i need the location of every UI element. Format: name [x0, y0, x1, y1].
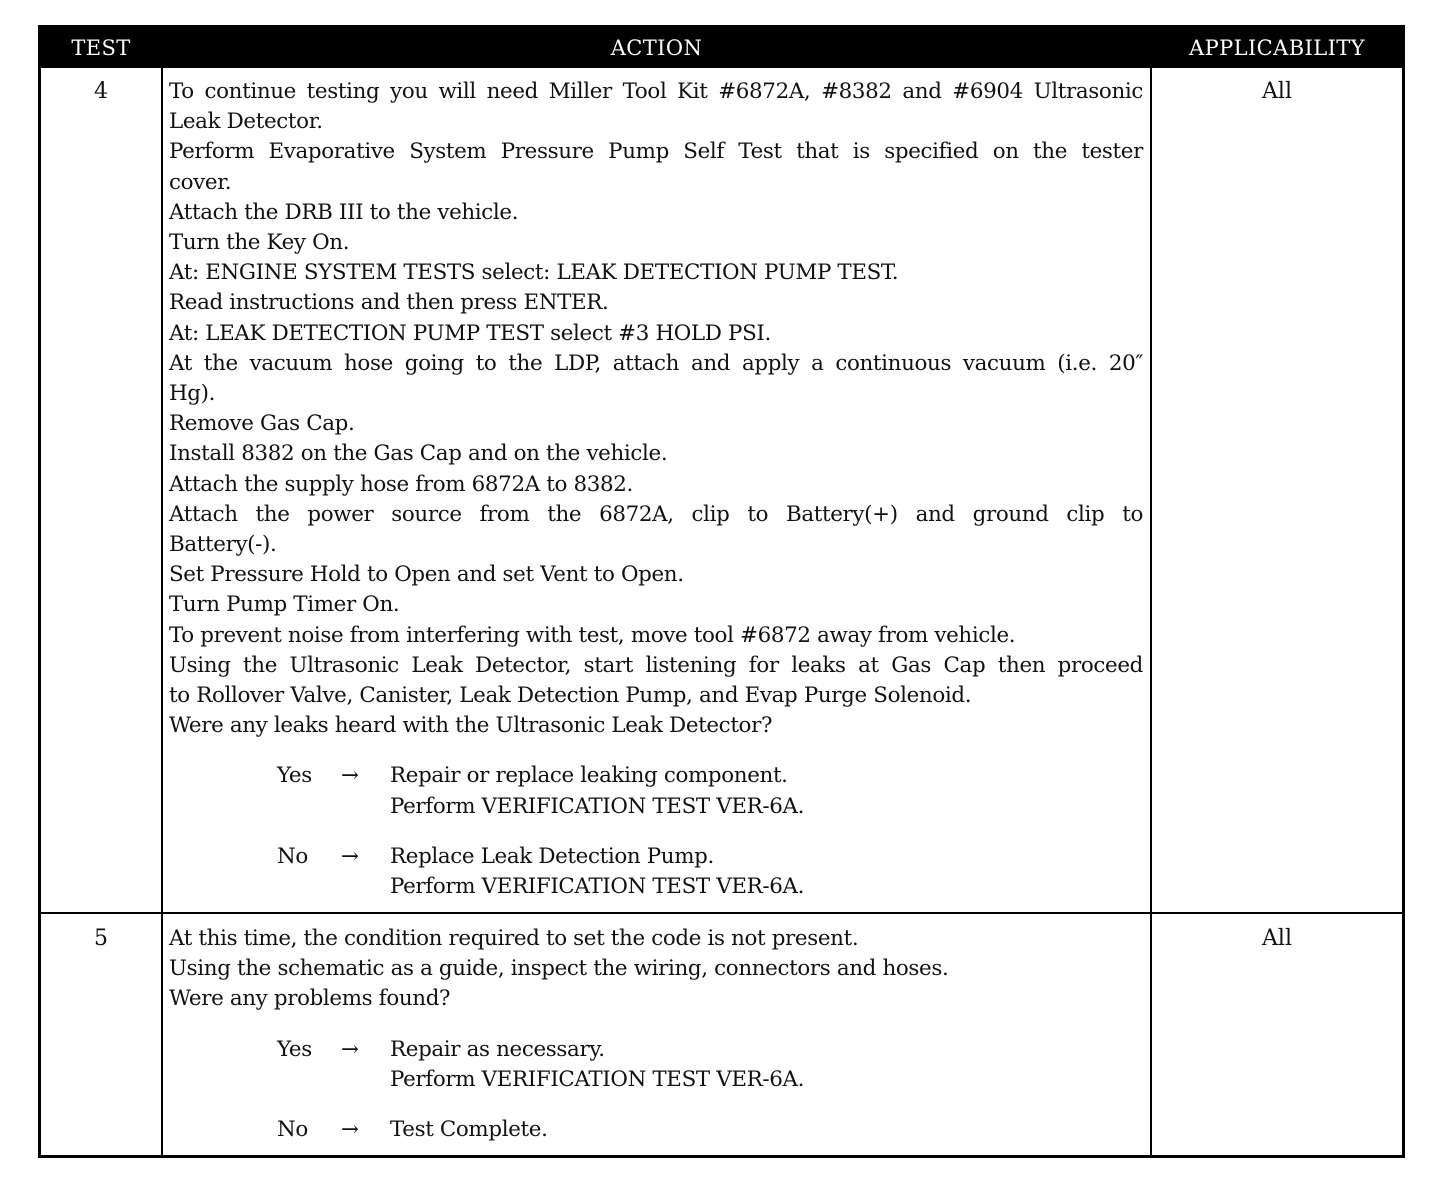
row-divider — [41, 912, 1402, 914]
arrow-right-icon: → — [341, 763, 359, 789]
choice-result — [390, 761, 1143, 821]
result-line: Repair as necessary. — [390, 1036, 605, 1062]
answer-label: Yes — [277, 1036, 312, 1062]
choice-result — [390, 1035, 1143, 1095]
instruction-line: Using the Ultrasonic Leak Detector, start listening for leaks at Gas Cap then proceed — [169, 652, 1143, 678]
instruction-line: At this time, the condition required to set the code is not present. — [169, 926, 859, 951]
instruction-line: Install 8382 on the Gas Cap and on the vehicle. — [169, 441, 668, 467]
instruction-line: cover. — [169, 169, 232, 195]
choice-no — [277, 842, 1143, 902]
choice-result — [390, 1115, 1143, 1145]
header-test: TEST — [71, 36, 131, 60]
instruction-line: Attach the supply hose from 6872A to 8382. — [169, 471, 633, 497]
diagnostic-test-table — [38, 25, 1405, 1158]
choice-yes — [277, 761, 1143, 821]
instruction-line: At: ENGINE SYSTEM TESTS select: LEAK DETECTION PUMP TEST. — [169, 260, 899, 286]
action-test-5 — [169, 924, 1143, 1145]
instruction-line: At the vacuum hose going to the LDP, attach and apply a continuous vacuum (i.e. 20″ — [169, 350, 1143, 376]
answer-label: No — [277, 843, 308, 869]
answer-label: Yes — [277, 763, 312, 789]
choice-result — [390, 842, 1143, 902]
instruction-line: Turn the Key On. — [169, 230, 350, 256]
column-divider-action — [1150, 68, 1152, 1155]
instruction-line: Battery(-). — [169, 532, 277, 558]
result-line: Perform VERIFICATION TEST VER-6A. — [390, 1066, 805, 1092]
instruction-line: Remove Gas Cap. — [169, 411, 355, 437]
instruction-line: Set Pressure Hold to Open and set Vent to Open. — [169, 562, 684, 588]
header-action: ACTION — [610, 36, 703, 60]
choice-yes — [277, 1035, 1143, 1095]
applicability-4: All — [1262, 79, 1292, 104]
instruction-line: Attach the power source from the 6872A, clip to Battery(+) and ground clip to — [169, 501, 1143, 527]
instruction-line: Using the schematic as a guide, inspect the wiring, connectors and hoses. — [169, 956, 949, 982]
arrow-right-icon: → — [341, 843, 359, 869]
answer-label: No — [277, 1117, 308, 1143]
result-line: Perform VERIFICATION TEST VER-6A. — [390, 874, 805, 900]
header-applicability: APPLICABILITY — [1189, 36, 1365, 60]
test-number-4: 4 — [94, 79, 108, 104]
instruction-line: Leak Detector. — [169, 109, 323, 135]
instruction-line: To continue testing you will need Miller Tool Kit #6872A, #8382 and #6904 Ultrasonic — [169, 79, 1143, 104]
instruction-line: Were any leaks heard with the Ultrasonic Leak Detector? — [169, 713, 773, 739]
instruction-line: To prevent noise from interfering with test, move tool #6872 away from vehicle. — [169, 622, 1016, 648]
instruction-line: Read instructions and then press ENTER. — [169, 290, 609, 316]
column-divider-test — [161, 68, 163, 1155]
test-number-5: 5 — [94, 926, 108, 951]
instruction-line: Hg). — [169, 381, 216, 407]
result-line: Replace Leak Detection Pump. — [390, 843, 714, 869]
instruction-line: Were any problems found? — [169, 986, 451, 1012]
arrow-right-icon: → — [341, 1036, 359, 1062]
result-line: Perform VERIFICATION TEST VER-6A. — [390, 793, 805, 819]
instruction-line: At: LEAK DETECTION PUMP TEST select #3 HOLD PSI. — [169, 320, 771, 346]
choice-no — [277, 1115, 1143, 1145]
instruction-line: Turn Pump Timer On. — [169, 592, 400, 618]
action-test-4 — [169, 77, 1143, 902]
arrow-right-icon: → — [341, 1117, 359, 1143]
result-line: Repair or replace leaking component. — [390, 763, 788, 789]
table-header — [41, 28, 1402, 68]
instruction-line: Perform Evaporative System Pressure Pump Self Test that is specified on the tester — [169, 139, 1143, 165]
instruction-line: Attach the DRB III to the vehicle. — [169, 199, 519, 225]
result-line: Test Complete. — [390, 1117, 548, 1143]
instruction-line: to Rollover Valve, Canister, Leak Detection Pump, and Evap Purge Solenoid. — [169, 683, 972, 709]
applicability-5: All — [1262, 926, 1292, 951]
